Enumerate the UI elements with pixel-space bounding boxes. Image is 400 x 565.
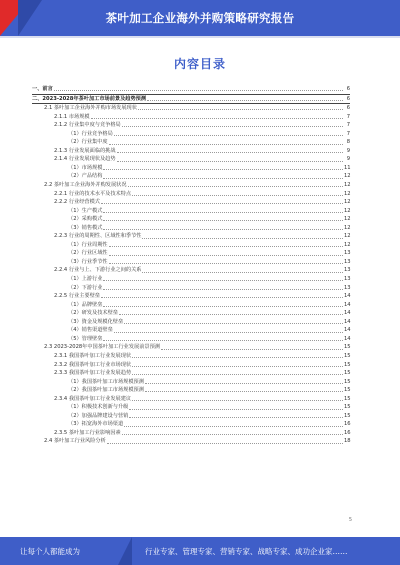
toc-entry-label: （3）销售模式 [68,224,103,231]
toc-entry-label: （1）品牌壁垒 [68,301,103,308]
toc-entry[interactable] [32,343,350,352]
toc-entry-label: 2.1 茶叶加工企业海外并购市场发展现状 [44,105,137,112]
toc-entry[interactable] [32,232,350,241]
toc-entry[interactable] [32,412,350,421]
toc-entry[interactable] [32,292,350,301]
toc-entry-page: 14 [344,293,351,300]
toc-entry-label: 一、前言 [32,86,53,92]
toc-dot-leader [101,296,343,298]
toc-entry-label: 2.3.1 我国茶叶加工行业发展现状 [54,352,132,359]
toc-dot-leader [109,262,343,264]
toc-entry[interactable] [32,95,350,105]
toc-entry-page: 15 [344,352,351,359]
toc-entry[interactable] [32,420,350,429]
toc-entry-page: 18 [344,438,351,445]
toc-entry-label: （2）研发及技术壁垒 [68,310,118,317]
toc-dot-leader [109,245,343,247]
toc-entry[interactable] [32,241,350,250]
toc-dot-leader [145,382,343,384]
toc-entry-label: 2.2.3 行业的周期性、区域性和季节性 [54,233,142,240]
toc-dot-leader [114,331,343,333]
toc-entry[interactable] [32,335,350,344]
toc-entry-page: 12 [344,190,351,197]
toc-entry-page: 12 [344,241,351,248]
toc-entry-label: 2.1.3 行业发展面临的挑战 [54,147,116,154]
toc-entry-label: （3）行业季节性 [68,258,108,265]
toc-entry-page: 6 [346,86,350,92]
toc-dot-leader [103,288,343,290]
toc-entry-page: 15 [344,370,351,377]
toc-entry-page: 6 [346,95,350,102]
toc-entry[interactable] [32,352,350,361]
toc-entry-page: 15 [344,378,351,385]
toc-dot-leader [132,373,343,375]
toc-dot-leader [132,194,343,196]
toc-dot-leader [132,365,343,367]
toc-entry-label: （5）管理壁垒 [68,335,103,342]
toc-entry-label: （2）我国茶叶加工市场规模预测 [68,387,144,394]
toc-entry-label: （2）采购模式 [68,216,103,223]
toc-entry[interactable] [32,284,350,293]
toc-entry[interactable] [32,207,350,216]
toc-entry-label: 2.3.4 我国茶叶加工行业发展建议 [54,395,132,402]
toc-entry[interactable] [32,437,350,446]
toc-entry[interactable] [32,266,350,275]
toc-entry-page: 11 [344,164,351,171]
toc-entry-page: 15 [344,404,351,411]
toc-dot-leader [54,89,343,91]
toc-entry[interactable] [32,198,350,207]
toc-dot-leader [147,99,343,101]
toc-dot-leader [101,202,343,204]
toc-dot-leader [129,408,343,410]
toc-dot-leader [103,279,343,281]
toc-entry-label: （4）销售渠道壁垒 [68,327,113,334]
toc-entry-label: （1）市场规模 [68,164,103,171]
toc-entry-page: 15 [344,361,351,368]
toc-dot-leader [103,219,343,221]
toc-entry[interactable] [32,369,350,378]
toc-entry-label: 2.1.4 行业发展现状及趋势 [54,156,116,163]
toc-entry-label: 2.3.2 我国茶叶加工行业市场现状 [54,361,132,368]
toc-entry-label: 2.1.2 行业集中度与竞争格局 [54,122,121,129]
toc-dot-leader [124,322,343,324]
toc-entry[interactable] [32,429,350,438]
toc-dot-leader [119,313,343,315]
toc-title: 内容目录 [173,57,226,71]
toc-entry-label: （1）行业周期性 [68,241,108,248]
toc-entry[interactable] [32,147,350,156]
footer-slogan: 让每个人都能成为 [20,547,80,556]
page-number: 5 [348,517,352,523]
header-banner [0,0,400,36]
toc-entry[interactable] [32,224,350,233]
toc-dot-leader [138,108,343,110]
toc-entry[interactable] [32,301,350,310]
toc-entry-label: （2）行业区域性 [68,250,108,257]
toc-dot-leader [109,254,343,256]
toc-entry-label: （1）行业竞争格局 [68,130,113,137]
toc-entry[interactable] [32,164,350,173]
toc-entry[interactable] [32,309,350,318]
toc-entry-label: （2）下游行业 [68,284,103,291]
toc-dot-leader [124,425,343,427]
toc-entry-page: 12 [344,173,351,180]
document-title: 茶叶加工企业海外并购策略研究报告 [105,11,295,25]
toc-entry-label: 2.2 茶叶加工企业海外并购发展状况 [44,182,127,189]
table-of-contents [32,85,350,446]
toc-entry-page: 13 [344,276,351,283]
toc-entry-label: 2.2.4 行业与上、下游行业之间的关系 [54,267,142,274]
toc-entry[interactable] [32,85,350,95]
toc-dot-leader [132,399,343,401]
toc-entry-page: 7 [346,130,350,137]
toc-dot-leader [103,305,343,307]
toc-entry-page: 7 [346,113,350,120]
toc-entry[interactable] [32,155,350,164]
toc-entry-label: 2.3 2023-2028年中国茶叶加工行业发展前景预测 [44,344,160,351]
header-divider [0,36,400,38]
toc-entry[interactable] [32,190,350,199]
toc-entry-label: （3）資金及规模化壁垒 [68,318,124,325]
toc-dot-leader [128,185,343,187]
toc-entry-label: 2.2.5 行业主要壁垒 [54,293,100,300]
toc-entry[interactable] [32,403,350,412]
toc-entry-page: 12 [344,199,351,206]
toc-dot-leader [122,125,343,127]
toc-dot-leader [91,117,343,119]
toc-dot-leader [114,134,343,136]
toc-entry-label: （1）积极技术创新与升级 [68,404,129,411]
toc-entry-page: 14 [344,335,351,342]
toc-entry[interactable] [32,378,350,387]
toc-dot-leader [145,390,343,392]
toc-entry[interactable] [32,121,350,130]
toc-dot-leader [103,177,343,179]
toc-entry-page: 9 [346,147,350,154]
toc-entry-page: 15 [344,395,351,402]
footer-banner [0,537,400,565]
toc-entry-label: （2）加强品牌建设与营销 [68,412,129,419]
toc-entry-page: 13 [344,258,351,265]
toc-entry-label: 2.2.1 行业的技术水平及技术特点 [54,190,132,197]
toc-entry[interactable] [32,258,350,267]
toc-entry-page: 15 [344,412,351,419]
toc-entry-page: 7 [346,122,350,129]
toc-dot-leader [103,228,343,230]
toc-dot-leader [103,168,343,170]
toc-dot-leader [109,143,343,145]
toc-entry[interactable] [32,130,350,139]
toc-entry-label: （1）生产模式 [68,207,103,214]
toc-entry[interactable] [32,249,350,258]
toc-entry-label: （1）上游行业 [68,276,103,283]
toc-entry[interactable] [32,275,350,284]
toc-entry[interactable] [32,138,350,147]
toc-entry-page: 12 [344,216,351,223]
footer-tagline: 行业专家、管理专家、营销专家、战略专家、成功企业家…… [145,547,348,556]
toc-entry-label: 2.4 茶叶加工行业风险分析 [44,438,106,445]
toc-dot-leader [103,339,343,341]
toc-dot-leader [122,433,343,435]
toc-dot-leader [161,348,343,350]
toc-entry-page: 8 [346,139,350,146]
toc-entry-page: 12 [344,182,351,189]
toc-entry[interactable] [32,386,350,395]
toc-entry[interactable] [32,172,350,181]
toc-entry[interactable] [32,395,350,404]
toc-entry-label: 2.3.5 茶叶加工行业影响因素 [54,429,121,436]
toc-dot-leader [117,160,343,162]
toc-entry-page: 12 [344,233,351,240]
toc-entry-page: 14 [344,327,351,334]
toc-entry-page: 12 [344,224,351,231]
toc-entry-label: （2）行业集中度 [68,139,108,146]
toc-dot-leader [117,151,343,153]
toc-dot-leader [132,356,343,358]
toc-entry-label: （3）拓宽海外市场渠道 [68,421,124,428]
toc-entry-label: 2.3.3 我国茶叶加工行业发展趋势 [54,370,132,377]
toc-dot-leader [107,442,343,444]
footer-slant [118,537,132,565]
toc-entry-label: 2.1.1 市场规模 [54,113,90,120]
toc-entry-label: （1）我国茶叶加工市场规模预测 [68,378,144,385]
toc-entry-label: （2）产品结构 [68,173,103,180]
toc-entry-page: 16 [344,421,351,428]
toc-entry-page: 13 [344,267,351,274]
toc-dot-leader [142,271,343,273]
toc-entry-page: 14 [344,310,351,317]
toc-dot-leader [142,237,343,239]
toc-entry-page: 16 [344,429,351,436]
toc-entry[interactable] [32,181,350,190]
toc-dot-leader [129,416,343,418]
toc-entry[interactable] [32,215,350,224]
toc-entry-page: 9 [346,156,350,163]
toc-entry-page: 13 [344,250,351,257]
toc-entry-label: 二、2023-2028年茶叶加工市场前景及趋势预测 [32,95,147,102]
toc-entry-page: 6 [346,105,350,112]
toc-entry-label: 2.2.2 行业经营模式 [54,199,100,206]
toc-entry-page: 15 [344,387,351,394]
toc-entry[interactable] [32,104,350,113]
toc-entry[interactable] [32,361,350,370]
toc-entry[interactable] [32,318,350,327]
toc-entry-page: 14 [344,301,351,308]
toc-entry-page: 14 [344,318,351,325]
toc-entry-page: 15 [344,344,351,351]
toc-entry-page: 13 [344,284,351,291]
toc-entry[interactable] [32,326,350,335]
toc-dot-leader [103,211,343,213]
toc-entry-page: 12 [344,207,351,214]
toc-entry[interactable] [32,113,350,122]
